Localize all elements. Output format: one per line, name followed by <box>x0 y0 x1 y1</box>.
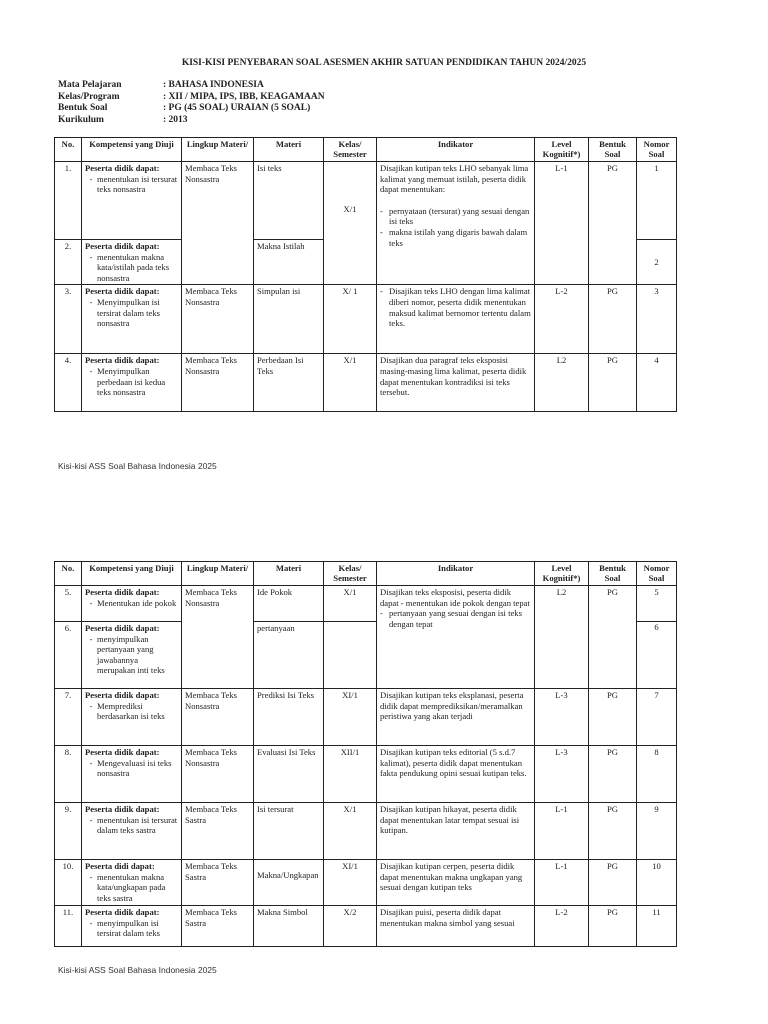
cell-materi: pertanyaan <box>254 622 324 689</box>
kd-heading: Peserta didik dapat: <box>85 804 160 814</box>
cell-materi: Prediksi Isi Teks <box>254 689 324 746</box>
header-indikator: Indikator <box>377 138 535 162</box>
table-row <box>55 746 677 803</box>
header-kompetensi: Kompetensi yang Diuji <box>82 562 182 586</box>
cell-indikator: Disajikan teks eksposisi, peserta didik dapat - menentukan ide pokok dengan tepat - pertanyaan yang sesuai dengan isi teks dengan tepat <box>377 586 535 689</box>
table-row <box>55 162 677 240</box>
header-kelas: Kelas/ Semester <box>324 562 377 586</box>
cell-lingkup: Membaca Teks Nonsastra <box>182 586 254 689</box>
cell-kelas <box>324 622 377 689</box>
kd-heading: Peserta didik dapat: <box>85 286 160 297</box>
cell-indikator: - Disajikan teks LHO dengan lima kalimat diberi nomor, peserta didik menentukan maksud kalimat bernomor tertentu dalam teks. <box>377 285 535 354</box>
cell-nomor: 11 <box>637 906 677 947</box>
cell-indikator: Disajikan kutipan cerpen, peserta didik dapat menentukan makna ungkapan yang sesuai dengan kutipan teks <box>377 860 535 906</box>
header-bentuk: Bentuk Soal <box>589 138 637 162</box>
header-kelas: Kelas/ Semester <box>324 138 377 162</box>
cell-nomor: 7 <box>637 689 677 746</box>
meta-kelas-program <box>58 92 325 104</box>
cell-kompetensi: Peserta didik dapat: - menyimpulkan isi tersirat dalam teks <box>82 906 182 947</box>
cell-no: 7. <box>55 689 82 746</box>
cell-bentuk: PG <box>589 586 637 689</box>
cell-indikator: Disajikan kutipan teks LHO sebanyak lima kalimat yang memuat istilah, peserta didik dapat menentukan: - pernyataan (tersurat) yang sesuai dengan isi teks - makna istilah yang digaris bawah dalam teks <box>377 162 535 285</box>
cell-lingkup: Membaca Teks Nonsastra <box>182 746 254 803</box>
kd-text: menyimpulkan pertanyaan yang jawabannya merupakan inti teks <box>97 633 165 676</box>
cell-bentuk: PG <box>589 285 637 354</box>
cell-materi: Simpulan isi <box>254 285 324 354</box>
kd-heading: Peserta didik dapat: <box>85 747 160 757</box>
cell-lingkup: Membaca Teks Sastra <box>182 803 254 860</box>
kisi-kisi-table-1 <box>54 137 677 412</box>
indikator-text: Disajikan teks LHO dengan lima kalimat diberi nomor, peserta didik menentukan maksud kalimat bernomor tertentu dalam teks. <box>389 286 531 329</box>
cell-lingkup: Membaca Teks Sastra <box>182 906 254 947</box>
cell-materi: Isi tersurat <box>254 803 324 860</box>
kd-text: Menentukan ide pokok <box>97 597 177 608</box>
meta-bentuk-soal <box>58 103 325 115</box>
indikator-point: makna istilah yang digaris bawah dalam teks <box>389 226 528 248</box>
header-lingkup: Lingkup Materi/ <box>182 138 254 162</box>
indikator-intro: Disajikan kutipan teks LHO sebanyak lima kalimat yang memuat istilah, peserta didik dapat menentukan: <box>380 163 529 195</box>
table-row <box>55 689 677 746</box>
cell-materi: Evaluasi Isi Teks <box>254 746 324 803</box>
cell-kelas: XI/1 <box>324 689 377 746</box>
cell-kompetensi: Peserta didik dapat: - menentukan isi tersurat teks nonsastra <box>82 162 182 240</box>
cell-kompetensi: Peserta didi dapat: - menentukan makna kata/ungkapan pada teks sastra <box>82 860 182 906</box>
cell-kompetensi: Peserta didik dapat: - menentukan isi tersurat dalam teks sastra <box>82 803 182 860</box>
cell-bentuk: PG <box>589 746 637 803</box>
cell-level: L-2 <box>535 285 589 354</box>
kd-text: Menyimpulkan isi tersirat dalam teks nonsastra <box>97 296 160 329</box>
cell-nomor: 1 <box>637 162 677 240</box>
cell-no: 11. <box>55 906 82 947</box>
cell-no: 8. <box>55 746 82 803</box>
cell-nomor: 9 <box>637 803 677 860</box>
cell-level: L-1 <box>535 803 589 860</box>
header-no: No. <box>55 138 82 162</box>
cell-indikator: Disajikan dua paragraf teks eksposisi masing-masing lima kalimat, peserta didik dapat menentukan kontradiksi isi teks tersebut. <box>377 354 535 412</box>
kd-text: Menyimpulkan perbedaan isi kedua teks nonsastra <box>97 365 166 398</box>
table-row <box>55 586 677 622</box>
kd-heading: Peserta didi dapat: <box>85 861 155 871</box>
cell-nomor: 6 <box>637 622 677 689</box>
header-lingkup: Lingkup Materi/ <box>182 562 254 586</box>
cell-nomor: 3 <box>637 285 677 354</box>
cell-kompetensi: Peserta didik dapat: - Menentukan ide pokok <box>82 586 182 622</box>
cell-kelas: X/1 <box>324 586 377 622</box>
cell-no: 5. <box>55 586 82 622</box>
cell-lingkup: Membaca Teks Nonsastra <box>182 285 254 354</box>
indikator-intro: Disajikan teks eksposisi, peserta didik dapat - menentukan ide pokok dengan tepat <box>380 587 530 608</box>
cell-kompetensi: Peserta didik dapat: - menentukan makna kata/istilah pada teks nonsastra <box>82 240 182 285</box>
document-meta <box>58 80 325 126</box>
meta-value: : 2013 <box>163 114 188 125</box>
cell-no: 10. <box>55 860 82 906</box>
cell-lingkup: Membaca Teks Nonsastra <box>182 162 254 285</box>
header-materi: Materi <box>254 138 324 162</box>
table-header-row <box>55 562 677 586</box>
meta-value: : BAHASA INDONESIA <box>163 80 264 90</box>
kd-heading: Peserta didik dapat: <box>85 587 160 597</box>
header-nomor: Nomor Soal <box>637 562 677 586</box>
indikator-point: pertanyaan yang sesuai dengan isi teks dengan tepat <box>389 608 522 629</box>
header-kompetensi: Kompetensi yang Diuji <box>82 138 182 162</box>
cell-indikator: Disajikan puisi, peserta didik dapat menentukan makna simbol yang sesuai <box>377 906 535 947</box>
kd-heading: Peserta didik dapat: <box>85 241 160 251</box>
meta-label: Bentuk Soal <box>58 103 108 113</box>
kd-heading: Peserta didik dapat: <box>85 163 160 173</box>
indikator-point: pernyataan (tersurat) yang sesuai dengan isi teks <box>389 205 530 227</box>
kd-text: menentukan isi tersurat teks nonsastra <box>97 173 178 195</box>
meta-kurikulum <box>58 115 325 127</box>
cell-materi: Isi teks <box>254 162 324 240</box>
table-row <box>55 906 677 947</box>
cell-bentuk: PG <box>589 689 637 746</box>
cell-indikator: Disajikan kutipan hikayat, peserta didik dapat menentukan latar tempat sesuai isi kutipan. <box>377 803 535 860</box>
cell-indikator: Disajikan kutipan teks editorial (5 s.d.7 kalimat), peserta didik dapat menentukan fakta pendukung opini sesuai kutipan teks. <box>377 746 535 803</box>
cell-level: L2 <box>535 354 589 412</box>
cell-kompetensi: Peserta didik dapat: - Menyimpulkan isi tersirat dalam teks nonsastra <box>82 285 182 354</box>
cell-level: L-2 <box>535 906 589 947</box>
cell-kelas: XII/1 <box>324 746 377 803</box>
kd-text: menentukan makna kata/istilah pada teks nonsastra <box>97 251 170 283</box>
table-row <box>55 860 677 906</box>
cell-nomor: 4 <box>637 354 677 412</box>
table-row <box>55 285 677 354</box>
cell-no: 3. <box>55 285 82 354</box>
kd-text: menyimpulkan isi tersirat dalam teks <box>97 917 160 939</box>
kd-text: Memprediksi berdasarkan isi teks <box>97 700 165 722</box>
kd-heading: Peserta didik dapat: <box>85 907 160 917</box>
cell-kompetensi: Peserta didik dapat: - Memprediksi berdasarkan isi teks <box>82 689 182 746</box>
kd-text: menentukan makna kata/ungkapan pada teks sastra <box>97 871 166 903</box>
meta-mata-pelajaran <box>58 80 325 92</box>
cell-level: L-3 <box>535 689 589 746</box>
kd-heading: Peserta didik dapat: <box>85 623 160 633</box>
cell-no: 4. <box>55 354 82 412</box>
meta-value: : XII / MIPA, IPS, IBB, KEAGAMAAN <box>163 91 325 102</box>
cell-no: 1. <box>55 162 82 240</box>
cell-level: L-3 <box>535 746 589 803</box>
cell-nomor: 10 <box>637 860 677 906</box>
kd-heading: Peserta didik dapat: <box>85 355 160 366</box>
cell-materi: Makna/Ungkapan <box>254 860 324 906</box>
document-title: KISI-KISI PENYEBARAN SOAL ASESMEN AKHIR SATUAN PENDIDIKAN TAHUN 2024/2025 <box>181 58 587 68</box>
cell-kelas: X/ 1 <box>324 285 377 354</box>
cell-lingkup: Membaca Teks Nonsastra <box>182 354 254 412</box>
kd-text: Mengevaluasi isi teks nonsastra <box>97 757 172 779</box>
header-materi: Materi <box>254 562 324 586</box>
kisi-kisi-table-2 <box>54 561 677 947</box>
cell-nomor: 5 <box>637 586 677 622</box>
cell-kelas: X/2 <box>324 906 377 947</box>
cell-materi: Ide Pokok <box>254 586 324 622</box>
cell-kompetensi: Peserta didik dapat: - Mengevaluasi isi teks nonsastra <box>82 746 182 803</box>
kd-heading: Peserta didik dapat: <box>85 690 160 700</box>
cell-materi: Makna Simbol <box>254 906 324 947</box>
header-level: Level Kognitif*) <box>535 138 589 162</box>
cell-kelas: XI/1 <box>324 860 377 906</box>
table-row <box>55 354 677 412</box>
cell-kelas: X/1 <box>324 162 377 285</box>
cell-no: 2. <box>55 240 82 285</box>
cell-bentuk: PG <box>589 162 637 285</box>
cell-materi: Makna Istilah <box>254 240 324 285</box>
table-header-row <box>55 138 677 162</box>
cell-nomor: 2 <box>637 240 677 285</box>
meta-value: : PG (45 SOAL) URAIAN (5 SOAL) <box>163 103 311 113</box>
cell-bentuk: PG <box>589 860 637 906</box>
page-footer: Kisi-kisi ASS Soal Bahasa Indonesia 2025 <box>58 461 217 471</box>
header-nomor: Nomor Soal <box>637 138 677 162</box>
cell-bentuk: PG <box>589 906 637 947</box>
cell-level: L2 <box>535 586 589 689</box>
cell-no: 9. <box>55 803 82 860</box>
page-footer: Kisi-kisi ASS Soal Bahasa Indonesia 2025 <box>58 965 217 975</box>
cell-indikator: Disajikan kutipan teks eksplanasi, peserta didik dapat memprediksikan/meramalkan peristiwa yang akan terjadi <box>377 689 535 746</box>
cell-level: L-1 <box>535 860 589 906</box>
meta-label: Mata Pelajaran <box>58 80 122 90</box>
cell-lingkup: Membaca Teks Nonsastra <box>182 689 254 746</box>
header-indikator: Indikator <box>377 562 535 586</box>
cell-kompetensi: Peserta didik dapat: - Menyimpulkan perbedaan isi kedua teks nonsastra <box>82 354 182 412</box>
cell-kompetensi: Peserta didik dapat: - menyimpulkan pertanyaan yang jawabannya merupakan inti teks <box>82 622 182 689</box>
cell-kelas: X/1 <box>324 354 377 412</box>
cell-materi: Perbedaan Isi Teks <box>254 354 324 412</box>
cell-bentuk: PG <box>589 354 637 412</box>
table-row <box>55 803 677 860</box>
header-level: Level Kognitif*) <box>535 562 589 586</box>
header-bentuk: Bentuk Soal <box>589 562 637 586</box>
cell-kelas: X/1 <box>324 803 377 860</box>
header-no: No. <box>55 562 82 586</box>
cell-no: 6. <box>55 622 82 689</box>
meta-label: Kelas/Program <box>58 91 120 102</box>
cell-nomor: 8 <box>637 746 677 803</box>
meta-label: Kurikulum <box>58 114 104 125</box>
kd-text: menentukan isi tersurat dalam teks sastra <box>97 814 178 836</box>
cell-bentuk: PG <box>589 803 637 860</box>
cell-level: L-1 <box>535 162 589 285</box>
cell-lingkup: Membaca Teks Sastra <box>182 860 254 906</box>
